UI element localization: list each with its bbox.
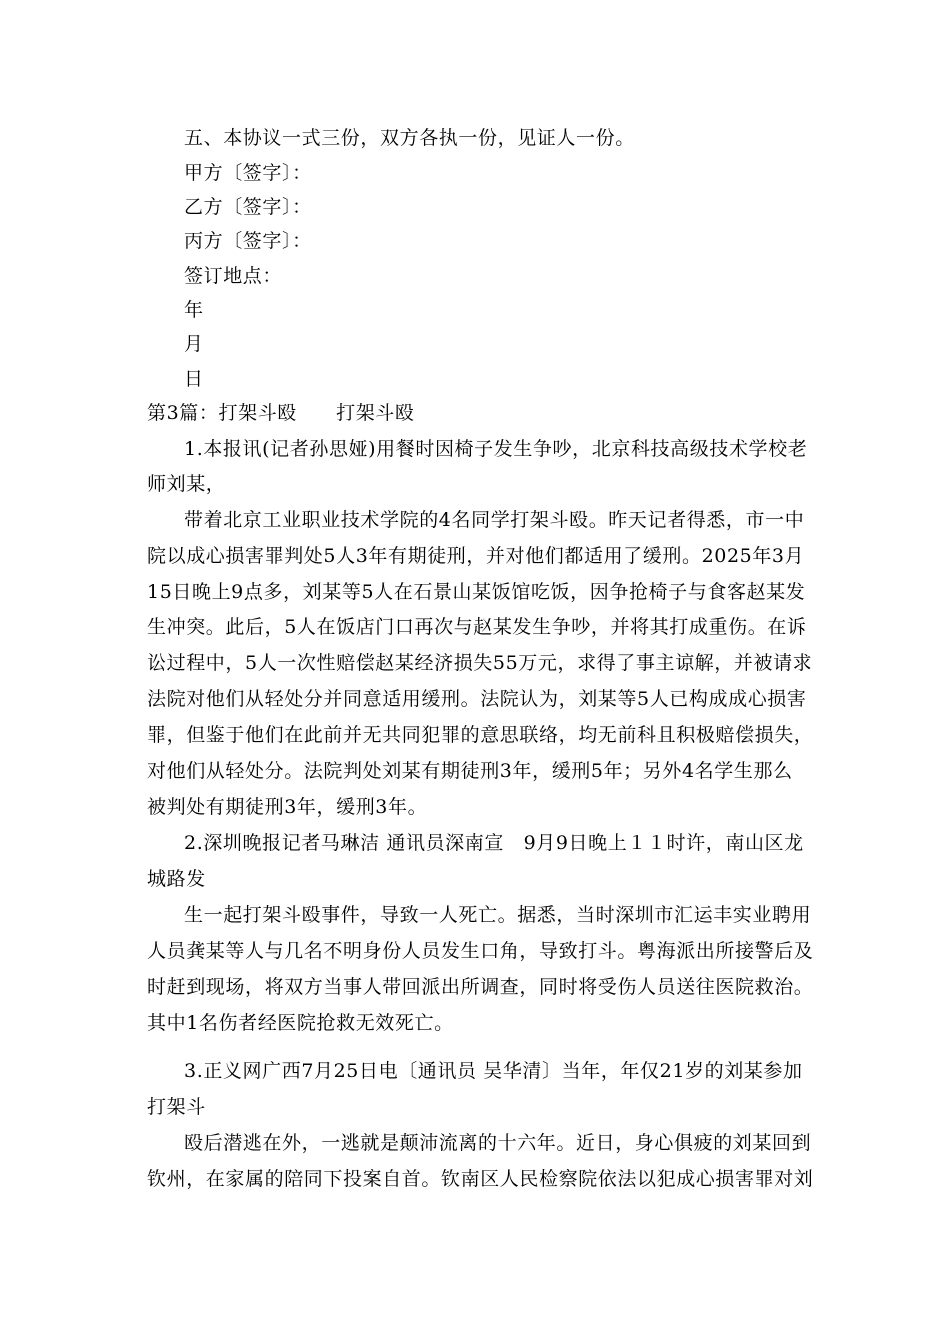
signing-place-label: 签订地点：	[184, 265, 283, 287]
paragraph-line: 打架斗	[147, 1096, 206, 1118]
paragraph-line: 城路发	[147, 868, 206, 890]
paragraph-line: 1.本报讯(记者孙思娅)用餐时因椅子发生争吵，北京科技高级技术学校老	[184, 438, 808, 460]
party-b-signature-label: 乙方〔签字〕：	[184, 196, 312, 218]
paragraph-line: 其中1名伤者经医院抢救无效死亡。	[147, 1012, 454, 1034]
agreement-item-5: 五、本协议一式三份，双方各执一份，见证人一份。	[184, 127, 635, 149]
paragraph-line: 2.深圳晚报记者马琳洁 通讯员深南宣 9月9日晚上１１时许，南山区龙	[184, 832, 804, 854]
party-c-signature-label: 丙方〔签字〕：	[184, 230, 312, 252]
paragraph-line: 钦州，在家属的陪同下投案自首。钦南区人民检察院依法以犯成心损害罪对刘	[147, 1168, 814, 1190]
paragraph-line: 法院对他们从轻处分并同意适用缓刑。法院认为，刘某等5人已构成成心损害	[147, 688, 807, 710]
paragraph-line: 殴后潜逃在外，一逃就是颠沛流离的十六年。近日，身心俱疲的刘某回到	[184, 1132, 812, 1154]
paragraph-line: 罪，但鉴于他们在此前并无共同犯罪的意思联络，均无前科且积极赔偿损失，	[147, 724, 814, 746]
party-a-signature-label: 甲方〔签字〕：	[184, 162, 312, 184]
paragraph-line: 对他们从轻处分。法院判处刘某有期徒刑3年，缓刑5年；另外4名学生那么	[147, 760, 793, 782]
paragraph-line: 15日晚上9点多，刘某等5人在石景山某饭馆吃饭，因争抢椅子与食客赵某发	[147, 581, 806, 603]
paragraph-line: 讼过程中，5人一次性赔偿赵某经济损失55万元，求得了事主谅解，并被请求	[147, 652, 813, 674]
paragraph-line: 师刘某，	[147, 473, 226, 495]
paragraph-line: 时赶到现场，将双方当事人带回派出所调查，同时将受伤人员送往医院救治。	[147, 976, 814, 998]
date-month-label: 月	[184, 333, 204, 355]
paragraph-line: 带着北京工业职业技术学院的4名同学打架斗殴。昨天记者得悉，市一中	[184, 509, 805, 531]
paragraph-line: 院以成心损害罪判处5人3年有期徒刑，并对他们都适用了缓刑。2025年3月	[147, 545, 805, 567]
section-heading: 第3篇：打架斗殴 打架斗殴	[147, 402, 415, 424]
date-year-label: 年	[184, 299, 204, 321]
date-day-label: 日	[184, 368, 204, 390]
paragraph-line: 生冲突。此后，5人在饭店门口再次与赵某发生争吵，并将其打成重伤。在诉	[147, 616, 807, 638]
paragraph-line: 被判处有期徒刑3年，缓刑3年。	[147, 796, 428, 818]
paragraph-line: 3.正义网广西7月25日电〔通讯员 吴华清〕当年，年仅21岁的刘某参加	[184, 1060, 803, 1082]
paragraph-line: 人员龚某等人与几名不明身份人员发生口角，导致打斗。粤海派出所接警后及	[147, 940, 814, 962]
paragraph-line: 生一起打架斗殴事件，导致一人死亡。据悉，当时深圳市汇运丰实业聘用	[184, 904, 812, 926]
